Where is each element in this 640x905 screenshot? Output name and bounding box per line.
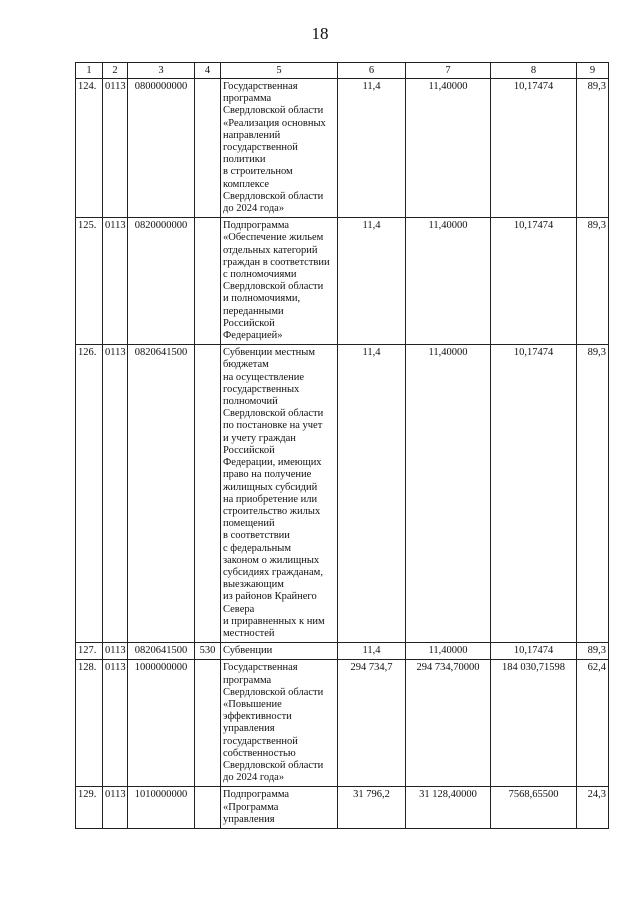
section-code: 0113 <box>103 643 128 660</box>
item-name: Субвенции <box>221 643 338 660</box>
section-code: 0113 <box>103 345 128 643</box>
column-header-8: 8 <box>491 63 577 79</box>
row-number: 124. <box>76 79 103 218</box>
target-code: 1000000000 <box>128 660 195 787</box>
page-number: 18 <box>311 24 329 43</box>
execution-percent: 24,3 <box>577 787 609 829</box>
target-code: 0820641500 <box>128 643 195 660</box>
planned-amount: 294 734,7 <box>338 660 406 787</box>
column-header-3: 3 <box>128 63 195 79</box>
section-code: 0113 <box>103 660 128 787</box>
table-body <box>76 79 609 829</box>
row-number: 126. <box>76 345 103 643</box>
approved-amount: 11,40000 <box>406 79 491 218</box>
execution-percent: 89,3 <box>577 218 609 345</box>
section-code: 0113 <box>103 787 128 829</box>
column-header-1: 1 <box>76 63 103 79</box>
item-name: Государственная программа Свердловской области «Реализация основных направлений государственной политики в строительном комплексе Свердловской области до 2024 года» <box>221 79 338 218</box>
item-name: Государственная программа Свердловской области «Повышение эффективности управления государственной собственностью Свердловской области до 2024 года» <box>221 660 338 787</box>
section-code: 0113 <box>103 79 128 218</box>
expense-code: 530 <box>195 643 221 660</box>
column-header-6: 6 <box>338 63 406 79</box>
target-code: 0800000000 <box>128 79 195 218</box>
row-number: 127. <box>76 643 103 660</box>
table-row <box>76 218 609 345</box>
table-row <box>76 787 609 829</box>
executed-amount: 184 030,71598 <box>491 660 577 787</box>
expense-code <box>195 787 221 829</box>
execution-percent: 62,4 <box>577 660 609 787</box>
row-number: 125. <box>76 218 103 345</box>
executed-amount: 10,17474 <box>491 345 577 643</box>
executed-amount: 7568,65500 <box>491 787 577 829</box>
item-name: Подпрограмма «Программа управления <box>221 787 338 829</box>
column-header-4: 4 <box>195 63 221 79</box>
expense-code <box>195 660 221 787</box>
approved-amount: 31 128,40000 <box>406 787 491 829</box>
item-name: Подпрограмма «Обеспечение жильем отдельных категорий граждан в соответствии с полномочиями Свердловской области и полномочиями, переданными Российской Федерацией» <box>221 218 338 345</box>
planned-amount: 11,4 <box>338 643 406 660</box>
column-header-5: 5 <box>221 63 338 79</box>
table-row <box>76 79 609 218</box>
column-header-9: 9 <box>577 63 609 79</box>
approved-amount: 294 734,70000 <box>406 660 491 787</box>
expense-code <box>195 345 221 643</box>
executed-amount: 10,17474 <box>491 643 577 660</box>
execution-percent: 89,3 <box>577 643 609 660</box>
planned-amount: 11,4 <box>338 218 406 345</box>
executed-amount: 10,17474 <box>491 79 577 218</box>
target-code: 0820000000 <box>128 218 195 345</box>
table-row <box>76 660 609 787</box>
target-code: 0820641500 <box>128 345 195 643</box>
execution-percent: 89,3 <box>577 79 609 218</box>
approved-amount: 11,40000 <box>406 218 491 345</box>
planned-amount: 11,4 <box>338 345 406 643</box>
execution-percent: 89,3 <box>577 345 609 643</box>
planned-amount: 31 796,2 <box>338 787 406 829</box>
planned-amount: 11,4 <box>338 79 406 218</box>
row-number: 128. <box>76 660 103 787</box>
budget-table <box>75 62 609 829</box>
target-code: 1010000000 <box>128 787 195 829</box>
item-name: Субвенции местным бюджетам на осуществление государственных полномочий Свердловской области по постановке на учет и учету граждан Российской Федерации, имеющих право на получение жилищных субсидий на приобретение или строительство жилых помещений в соответствии с федеральным законом о жилищных субсидиях гражданам, выезжающим из районов Крайнего Севера и приравненных к ним местностей <box>221 345 338 643</box>
approved-amount: 11,40000 <box>406 345 491 643</box>
section-code: 0113 <box>103 218 128 345</box>
executed-amount: 10,17474 <box>491 218 577 345</box>
column-header-2: 2 <box>103 63 128 79</box>
table-row <box>76 345 609 643</box>
row-number: 129. <box>76 787 103 829</box>
approved-amount: 11,40000 <box>406 643 491 660</box>
table-row <box>76 643 609 660</box>
expense-code <box>195 218 221 345</box>
column-header-7: 7 <box>406 63 491 79</box>
header-row <box>76 63 609 79</box>
expense-code <box>195 79 221 218</box>
